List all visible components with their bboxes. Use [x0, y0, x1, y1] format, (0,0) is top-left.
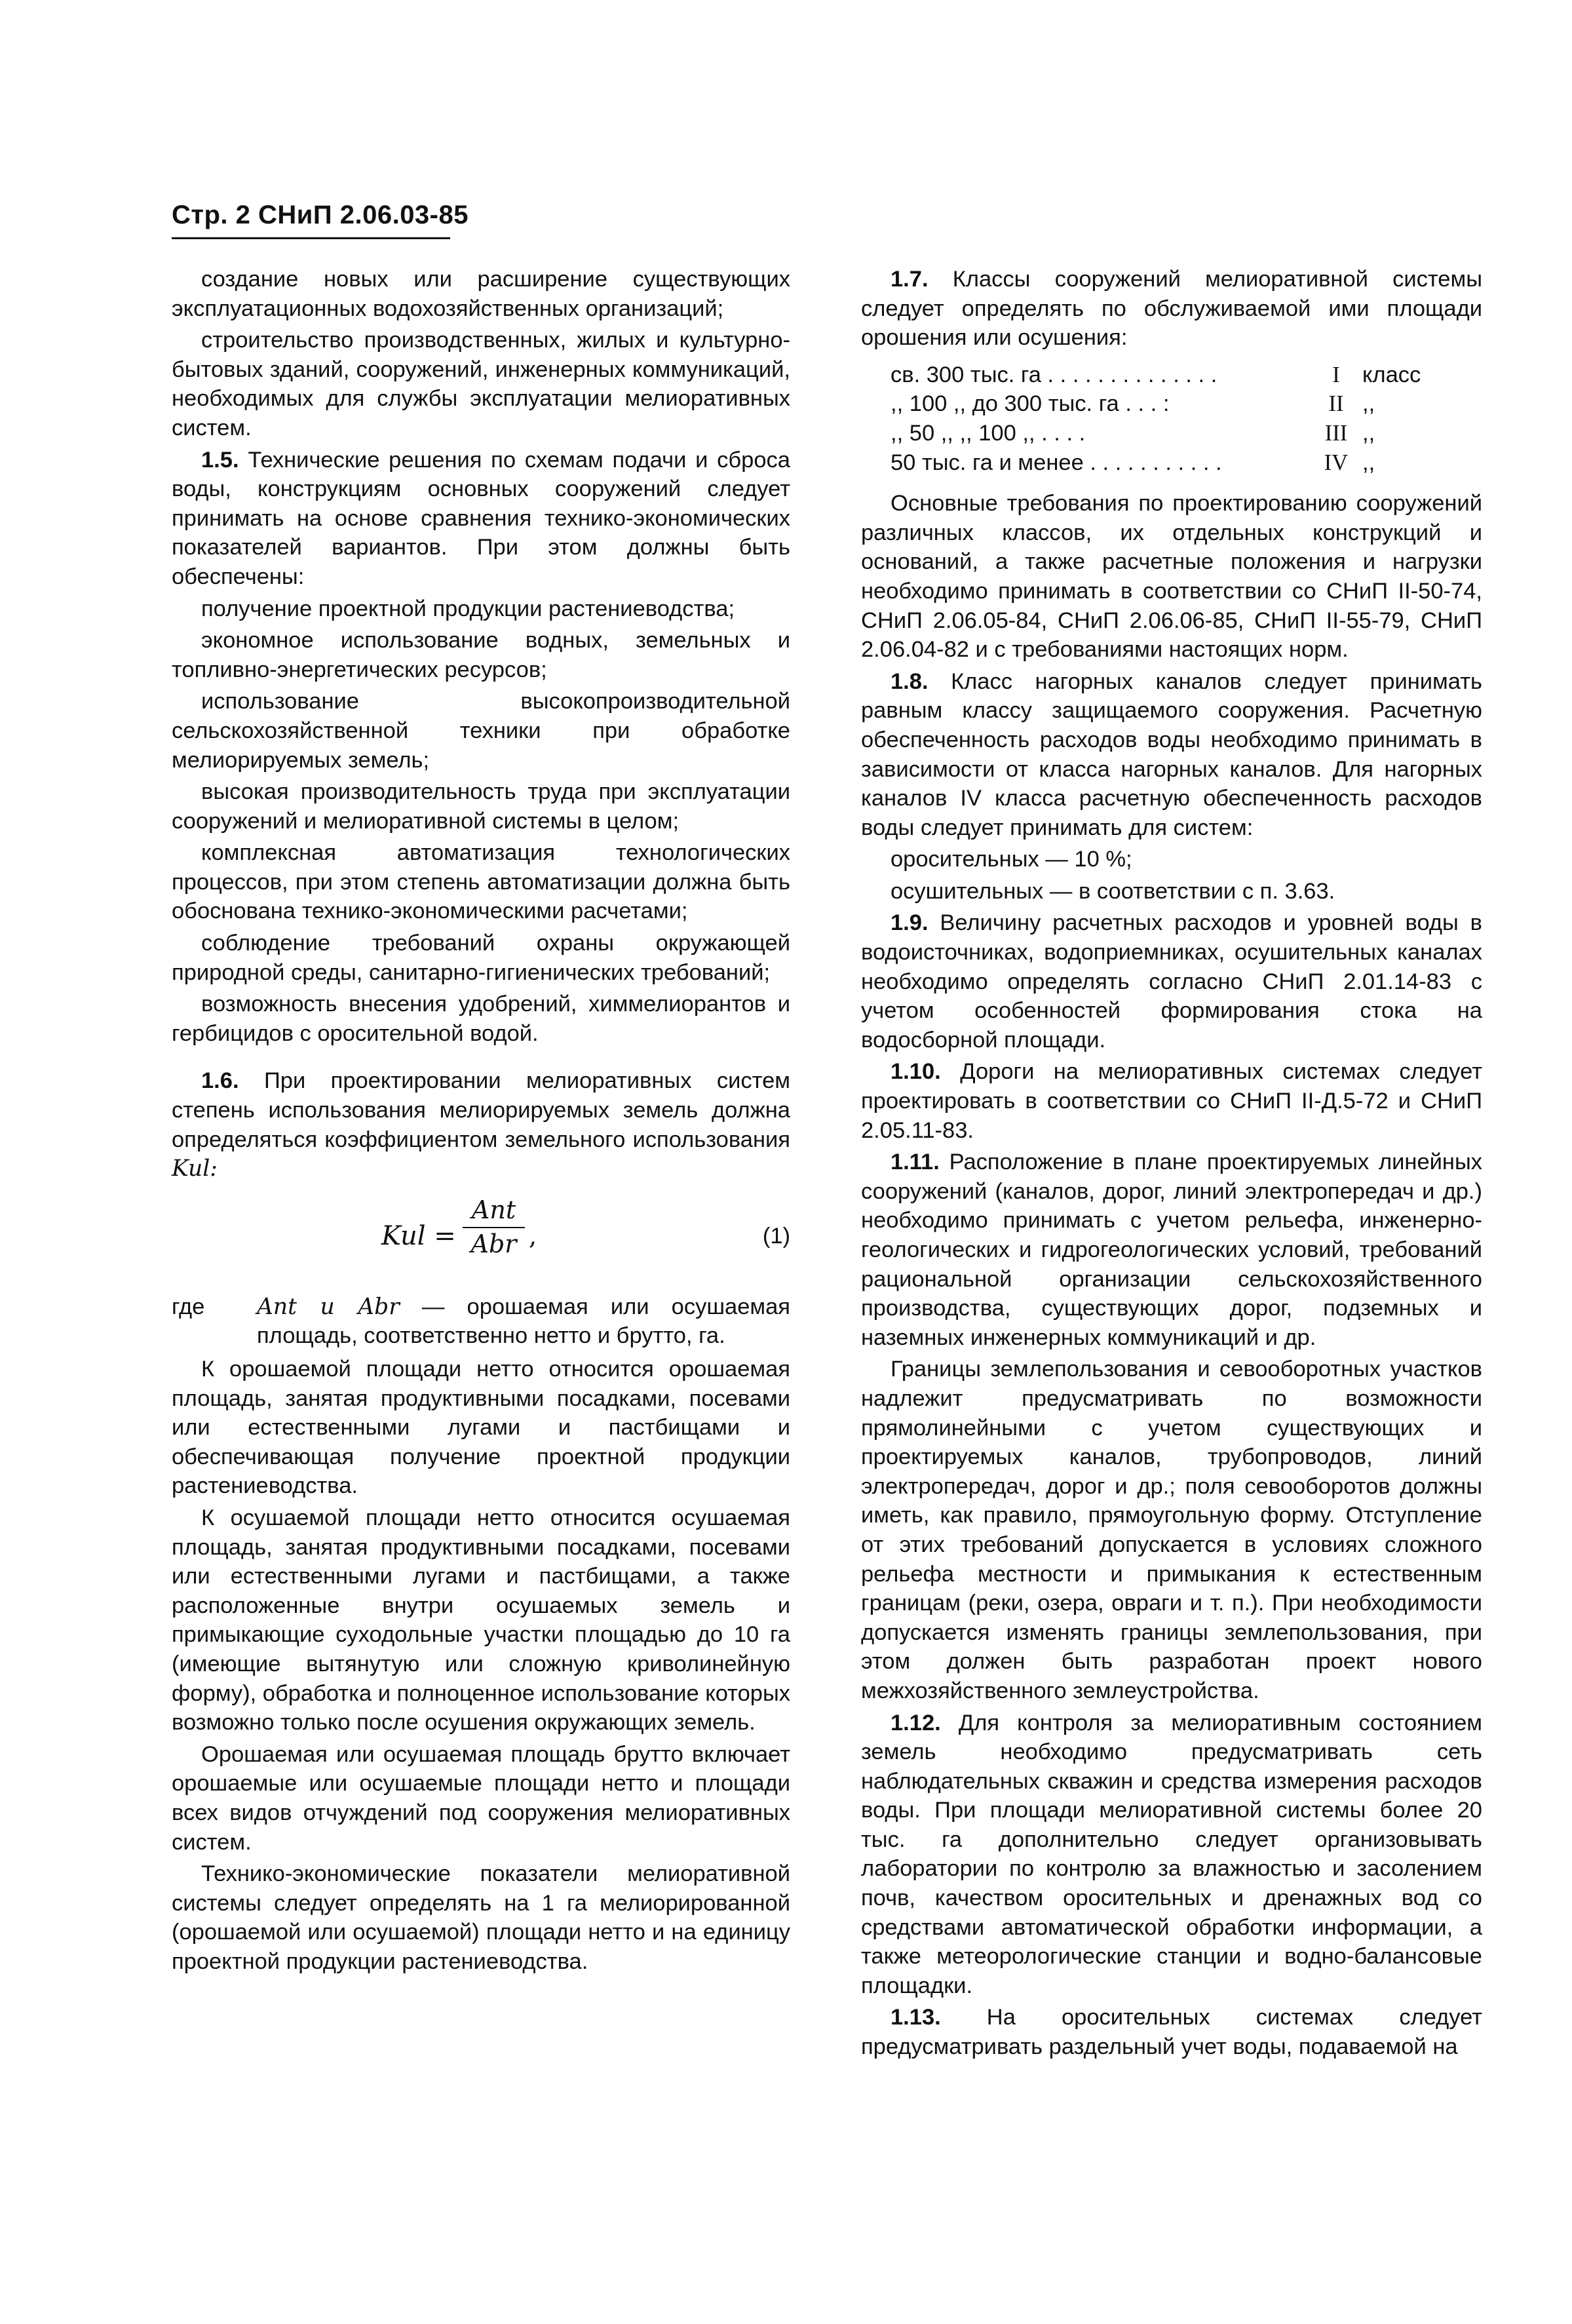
paragraph-1-8 [861, 667, 1482, 843]
clause-text: Технические решения по схемам подачи и сброса воды, конструкциям основных сооружений следует принимать на основе сравнения технико-экономических показателей вариантов. При этом должны быть обеспечены: [172, 447, 790, 589]
clause-text: Класс нагорных каналов следует принимать равным классу защищаемого сооружения. Расчетную обеспеченность расходов воды необходимо принимать в зависимости от класса нагорных каналов. Для нагорных каналов IV класса расчетную обеспеченность расходов воды следует принимать для систем: [861, 668, 1482, 840]
paragraph-1-7 [861, 265, 1482, 353]
class-word: ,, [1362, 420, 1375, 446]
where-label: где [172, 1294, 205, 1319]
class-row [891, 448, 1441, 478]
class-area: ,, 50 ,, ,, 100 ,, . . . . [891, 420, 1086, 446]
clause-text: На оросительных системах следует предусматривать раздельный учет воды, подаваемой на [861, 2005, 1482, 2060]
formula-fraction [463, 1195, 525, 1259]
where-text: — орошаемая или осушаемая площадь, соответственно нетто и брутто, га. [257, 1294, 790, 1349]
class-word: ,, [1362, 450, 1375, 475]
class-row [891, 389, 1441, 419]
class-row [891, 419, 1441, 448]
right-column [861, 265, 1482, 2064]
list-item: осушительных — в соответствии с п. 3.63. [891, 878, 1335, 904]
list-item: комплексная автоматизация технологических процессов, при этом степень автоматизации должна быть обоснована технико-экономическими расчетами; [172, 840, 790, 924]
class-roman: III [1324, 420, 1348, 446]
clause-number: 1.13. [891, 2005, 941, 2030]
clause-text: Классы сооружений мелиоративной системы следует определять по обслуживаемой ими площади орошения или осушения: [861, 267, 1482, 351]
paragraph-1-11 [861, 1148, 1482, 1352]
header-underline [172, 237, 450, 239]
formula-lhs: Kul = [381, 1220, 456, 1251]
paragraph-1-13 [861, 2003, 1482, 2061]
class-area: св. 300 тыс. га . . . . . . . . . . . . . . [891, 362, 1217, 387]
list-item: использование высокопроизводительной сельскохозяйственной техники при обработке мелиорируемых земель; [172, 689, 790, 773]
paragraph: создание новых или расширение существующих эксплуатационных водохозяйственных организаций; [172, 267, 790, 321]
class-row [891, 360, 1441, 390]
coefficient-symbol: Kul: [172, 1155, 218, 1182]
class-table [891, 360, 1441, 477]
formula-1 [172, 1195, 790, 1281]
clause-number: 1.6. [201, 1068, 239, 1094]
formula-numerator: Ant [471, 1195, 516, 1224]
paragraph-1-6 [172, 1066, 790, 1183]
clause-text: При проектировании мелиоративных систем степень использования мелиорируемых земель должна определяться коэффициентом земельного использования [172, 1068, 790, 1152]
class-roman: II [1328, 391, 1344, 417]
clause-number: 1.8. [891, 668, 929, 694]
where-symbols: Ant и Abr [257, 1293, 400, 1320]
paragraph: Технико-экономические показатели мелиоративной системы следует определять на 1 га мелиорированной (орошаемой или осушаемой) площади нетто и на единицу проектной продукции растениеводства. [172, 1861, 790, 1974]
class-word: класс [1362, 362, 1421, 387]
where-clause [172, 1292, 790, 1351]
formula-denominator: Abr [470, 1230, 517, 1259]
class-roman: IV [1324, 450, 1349, 475]
fraction-bar [463, 1227, 525, 1228]
left-column [172, 265, 790, 1979]
clause-text: Дороги на мелиоративных системах следует проектировать в соответствии со СНиП II-Д.5-72 и СНиП 2.05.11-83. [861, 1059, 1482, 1143]
paragraph-1-5 [172, 446, 790, 592]
clause-number: 1.9. [891, 910, 929, 936]
paragraph: К орошаемой площади нетто относится орошаемая площадь, занятая продуктивными посадками, посевами или естественными лугами и пастбищами и обеспечивающая получение проектной продукции растениеводства. [172, 1357, 790, 1499]
list-item: возможность внесения удобрений, химмелиорантов и гербицидов с оросительной водой. [172, 992, 790, 1046]
list-item: экономное использование водных, земельных и топливно-энергетических ресурсов; [172, 628, 790, 682]
list-item: соблюдение требований охраны окружающей природной среды, санитарно-гигиенических требований; [172, 931, 790, 985]
clause-text: Величину расчетных расходов и уровней воды в водоисточниках, водоприемниках, осушительных каналах необходимо определять согласно СНиП 2.01.14-83 с учетом особенностей формирования стока на водосборной площади. [861, 910, 1482, 1053]
where-definition [257, 1292, 790, 1351]
paragraph: строительство производственных, жилых и культурно-бытовых зданий, сооружений, инженерных коммуникаций, необходимых для службы эксплуатации мелиоративных систем. [172, 328, 790, 440]
list-item: получение проектной продукции растениеводства; [201, 596, 735, 621]
paragraph: Границы землепользования и севооборотных участков надлежит предусматривать по возможности прямолинейными с учетом существующих и проектируемых каналов, трубопроводов, линий электропередач, дорог и др.; поля севооборотов должны иметь, как правило, прямоугольную форму. Отступление от этих требований допускается в условиях сложного рельефа местности и примыкания к естественным границам (реки, озера, овраги и т. п.). При необходимости допускается изменять границы землепользования, при этом должен быть разработан проект нового межхозяйственного землеустройства. [861, 1357, 1482, 1703]
paragraph-1-9 [861, 908, 1482, 1055]
paragraph-1-12 [861, 1709, 1482, 2001]
clause-text: Для контроля за мелиоративным состоянием земель необходимо предусматривать сеть наблюдательных скважин и средства измерения расходов воды. При площади мелиоративной системы более 20 тыс. га дополнительно следует организовывать лаборатории по контролю за влажностью и засолением почв, качеством оросительных и дренажных вод со средствами автоматической обработки информации, а также метеорологические станции и водно-балансовые площадки. [861, 1710, 1482, 1998]
clause-number: 1.12. [891, 1710, 941, 1735]
class-area: 50 тыс. га и менее . . . . . . . . . . . [891, 450, 1222, 475]
clause-number: 1.5. [201, 447, 239, 473]
clause-number: 1.11. [891, 1150, 940, 1175]
paragraph: Основные требования по проектированию сооружений различных классов, их отдельных конструкций и оснований, а также расчетные положения и нагрузки необходимо принимать в соответствии со СНиП II-50-74, СНиП 2.06.05-84, СНиП 2.06.06-85, СНиП II-55-79, СНиП 2.06.04-82 и с требованиями настоящих норм. [861, 491, 1482, 663]
class-area: ,, 100 ,, до 300 тыс. га . . . : [891, 391, 1170, 417]
formula-comma: , [529, 1221, 537, 1250]
class-word: ,, [1362, 391, 1375, 417]
page-header: Стр. 2 СНиП 2.06.03-85 [172, 201, 469, 229]
equation-number: (1) [762, 1223, 790, 1249]
clause-number: 1.10. [891, 1059, 941, 1085]
clause-text: Расположение в плане проектируемых линейных сооружений (каналов, дорог, линий электропередач и др.) необходимо принимать с учетом рельефа, инженерно-геологических и гидрогеологических условий, требований рациональной организации сельскохозяйственного производства, существующих дорог, подземных и наземных инженерных коммуникаций и др. [861, 1150, 1482, 1350]
class-roman: I [1332, 362, 1340, 387]
list-item: оросительных — 10 %; [891, 847, 1132, 872]
list-item: высокая производительность труда при эксплуатации сооружений и мелиоративной системы в целом; [172, 779, 790, 834]
clause-number: 1.7. [891, 267, 929, 292]
paragraph-1-10 [861, 1057, 1482, 1145]
paragraph: К осушаемой площади нетто относится осушаемая площадь, занятая продуктивными посадками, посевами или естественными лугами и пастбищами, а также расположенные внутри осушаемых земель и примыкающие суходольные участки площадью до 10 га (имеющие вытянутую или сложную криволинейную форму), обработка и полноценное использование которых возможно только после осушения окружающих земель. [172, 1505, 790, 1735]
paragraph: Орошаемая или осушаемая площадь брутто включает орошаемые или осушаемые площади нетто и площади всех видов отчуждений под сооружения мелиоративных систем. [172, 1741, 790, 1855]
